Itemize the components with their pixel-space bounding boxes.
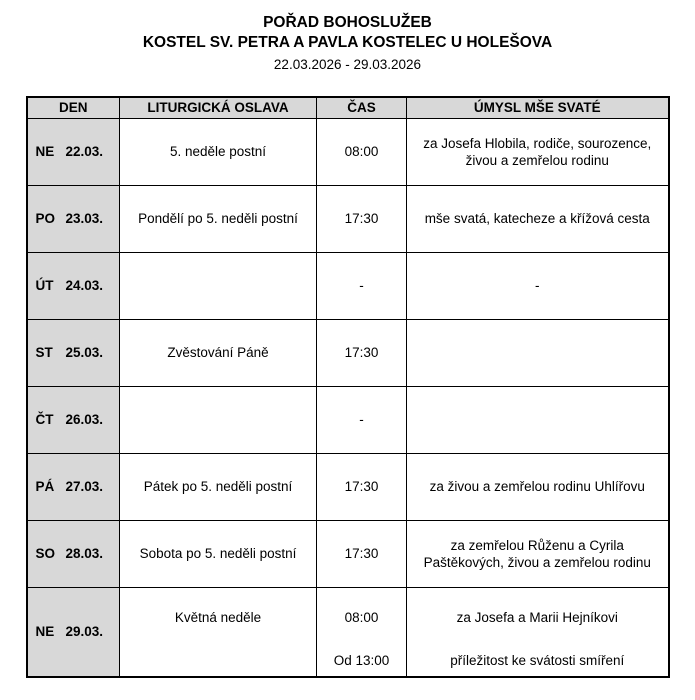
time-cell: 17:30 [317,453,407,520]
day-abbrev: PO [35,211,56,226]
column-header-den: DEN [27,97,120,118]
column-header-intention: ÚMYSL MŠE SVATÉ [407,97,669,118]
day-cell [27,319,120,386]
day-date: 23.03. [65,211,104,226]
table-row [27,118,669,185]
table-row [27,520,669,587]
day-date: 25.03. [65,345,104,360]
page-title: POŘAD BOHOSLUŽEB [263,14,432,31]
day-cell [27,587,120,677]
day-abbrev: NE [35,624,55,640]
day-date: 22.03. [65,144,104,159]
day-abbrev: NE [35,144,55,159]
intention-cell: za Josefa Hlobila, rodiče, sourozence, živou a zemřelou rodinu [407,118,669,185]
celebration-text: Květná neděle [174,609,262,625]
table-header-row [27,97,669,118]
table-row [27,185,669,252]
intention-cell: za zemřelou Růženu a Cyrila Paštěkových, živou a zemřelou rodinu [407,520,669,587]
time-cell: 17:30 [317,185,407,252]
day-abbrev: PÁ [35,479,55,494]
day-date: 28.03. [65,546,104,561]
day-date: 27.03. [65,479,104,494]
table-row [27,386,669,453]
time-cell: 08:00 [317,118,407,185]
time-cell: - [317,252,407,319]
day-date: 29.03. [65,624,104,640]
intention-cell: - [407,252,669,319]
page-subtitle: KOSTEL SV. PETRA A PAVLA KOSTELEC U HOLEŠOVA [142,34,553,51]
celebration-cell [120,386,317,453]
table-row [27,252,669,319]
day-cell [27,520,120,587]
intention-second: příležitost ke svátosti smíření [450,652,625,668]
day-abbrev: ÚT [35,278,54,293]
celebration-cell: 5. neděle postní [120,118,317,185]
intention-first: za Josefa a Marii Hejníkovi [456,609,618,625]
celebration-cell: Zvěstování Páně [120,319,317,386]
table-row [27,587,669,677]
table-row [27,453,669,520]
celebration-cell: Sobota po 5. neděli postní [120,520,317,587]
column-header-time: ČAS [317,97,407,118]
intention-cell: mše svatá, katecheze a křížová cesta [407,185,669,252]
column-header-celebration: LITURGICKÁ OSLAVA [120,97,317,118]
table-row [27,319,669,386]
celebration-text-secondary [120,647,316,674]
celebration-cell [120,252,317,319]
day-cell [27,453,120,520]
day-cell [27,386,120,453]
time-cell [317,587,407,677]
intention-cell: za živou a zemřelou rodinu Uhlířovu [407,453,669,520]
day-cell [27,252,120,319]
time-cell: 17:30 [317,319,407,386]
celebration-cell: Pondělí po 5. neděli postní [120,185,317,252]
schedule-table [26,96,670,678]
day-cell [27,118,120,185]
time-cell: - [317,386,407,453]
time-second: Od 13:00 [333,652,390,668]
day-abbrev: ST [35,345,53,360]
intention-cell [407,587,669,677]
intention-cell [407,319,669,386]
day-date: 26.03. [65,412,104,427]
day-cell [27,185,120,252]
time-cell: 17:30 [317,520,407,587]
celebration-cell: Pátek po 5. neděli postní [120,453,317,520]
title-block [0,0,695,75]
time-first: 08:00 [344,609,379,625]
date-range: 22.03.2026 - 29.03.2026 [273,57,422,72]
day-abbrev: SO [35,546,56,561]
celebration-cell [120,587,317,677]
intention-cell [407,386,669,453]
day-abbrev: ČT [35,412,54,427]
day-date: 24.03. [65,278,104,293]
